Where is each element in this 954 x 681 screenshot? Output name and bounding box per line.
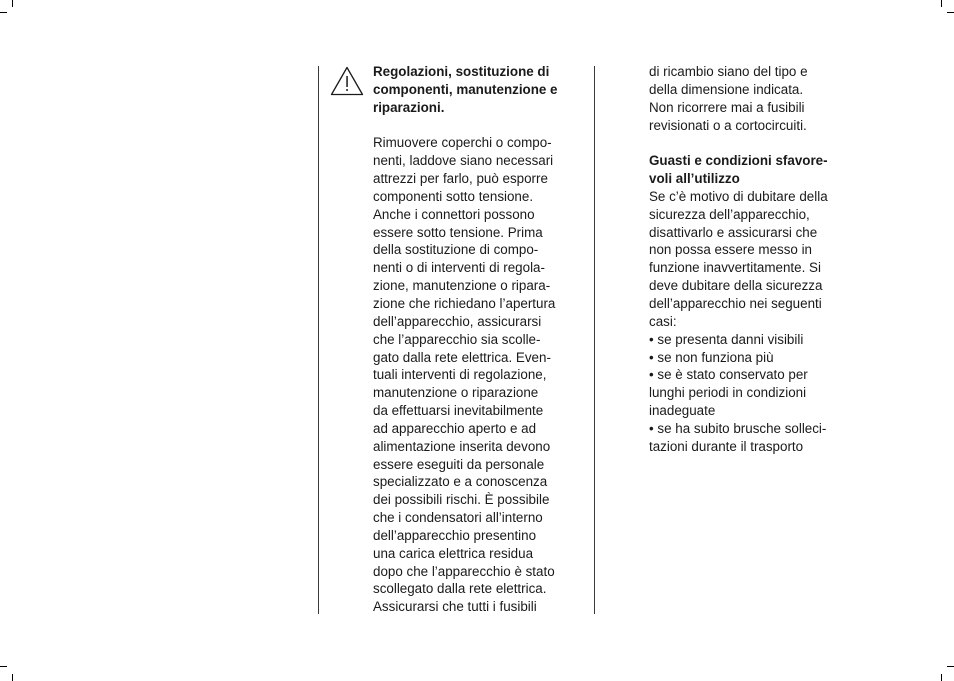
section-heading-adjustments <box>373 63 583 117</box>
body-line: da effettuarsi inevitabilmente <box>373 403 544 419</box>
bullet-item: • se è stato conservato per <box>649 367 808 383</box>
heading-line: Guasti e condizioni sfavore- <box>649 153 828 169</box>
body-line: della sostituzione di compo- <box>373 242 539 258</box>
crop-mark-bottom-left <box>12 674 13 681</box>
body-line: inadeguate <box>649 403 716 419</box>
body-line: dei possibili rischi. È possibile <box>373 492 550 508</box>
body-line: sicurezza dell’apparecchio, <box>649 206 810 222</box>
body-line: specializzato e a conoscenza <box>373 474 548 490</box>
body-line: Assicurarsi che tutti i fusibili <box>373 599 537 615</box>
crop-mark-top-right-h <box>947 12 954 13</box>
heading-line: riparazioni. <box>373 99 445 115</box>
body-line: nenti, laddove siano necessari <box>373 153 554 169</box>
body-line: dell’apparecchio presentino <box>373 527 537 543</box>
body-line: dell’apparecchio nei seguenti <box>649 295 822 311</box>
body-line: non possa essere messo in <box>649 242 813 258</box>
right-text-column <box>649 63 859 456</box>
body-line: deve dubitare della sicurezza <box>649 278 823 294</box>
warning-triangle-icon <box>330 66 364 96</box>
body-line: Rimuovere coperchi o compo- <box>373 135 552 151</box>
body-line: essere eseguiti da personale <box>373 456 545 472</box>
body-line: dopo che l’apparecchio è stato <box>373 563 555 579</box>
heading-line: Regolazioni, sostituzione di <box>373 64 550 79</box>
body-line: ad apparecchio aperto e ad <box>373 420 537 436</box>
body-line: scollegato dalla rete elettrica. <box>373 581 547 597</box>
section-heading-faults <box>649 152 859 188</box>
body-line: funzione inavvertitamente. Si <box>649 260 821 276</box>
heading-line: componenti, manutenzione e <box>373 81 558 97</box>
body-line: manutenzione o riparazione <box>373 385 539 401</box>
paragraph-gap <box>373 117 583 135</box>
crop-mark-bottom-right <box>941 674 942 681</box>
body-line: Non ricorrere mai a fusibili <box>649 99 805 115</box>
body-line: casi: <box>649 313 677 329</box>
body-line: zione che richiedano l’apertura <box>373 295 556 311</box>
section-body-faults <box>649 188 859 456</box>
bullet-item: • se non funziona più <box>649 349 774 365</box>
crop-mark-top-left <box>12 0 13 7</box>
body-line: revisionati o a cortocircuiti. <box>649 117 807 133</box>
crop-mark-bottom-left-h <box>0 666 7 667</box>
bullet-item: • se presenta danni visibili <box>649 331 804 347</box>
body-line: nenti o di interventi di regola- <box>373 260 545 276</box>
body-line: dell’apparecchio, assicurarsi <box>373 313 542 329</box>
continuation-paragraph <box>649 63 859 134</box>
body-line: di ricambio siano del tipo e <box>649 64 808 79</box>
body-line: essere sotto tensione. Prima <box>373 224 543 240</box>
body-line: una carica elettrica residua <box>373 545 534 561</box>
body-line: disattivarlo e assicurarsi che <box>649 224 818 240</box>
body-line: Se c’è motivo di dubitare della <box>649 188 828 204</box>
heading-line: voli all’utilizzo <box>649 171 740 187</box>
paragraph-gap <box>649 134 859 152</box>
section-body-adjustments <box>373 134 583 616</box>
crop-mark-bottom-right-h <box>947 666 954 667</box>
body-line: alimentazione inserita devono <box>373 438 551 454</box>
body-line: che l’apparecchio sia scolle- <box>373 331 541 347</box>
column-rule-left <box>318 66 319 614</box>
body-line: componenti sotto tensione. <box>373 188 534 204</box>
column-rule-middle <box>594 66 595 614</box>
body-line: che i condensatori all’interno <box>373 510 543 526</box>
bullet-item: • se ha subito brusche solleci- <box>649 420 827 436</box>
crop-mark-top-right <box>941 0 942 7</box>
body-line: tuali interventi di regolazione, <box>373 367 547 383</box>
body-line: della dimensione indicata. <box>649 81 804 97</box>
body-line: tazioni durante il trasporto <box>649 438 804 454</box>
left-text-column <box>373 63 583 616</box>
body-line: attrezzi per farlo, può esporre <box>373 171 548 187</box>
crop-mark-top-left-h <box>0 12 7 13</box>
body-line: lunghi periodi in condizioni <box>649 385 807 401</box>
body-line: gato dalla rete elettrica. Even- <box>373 349 551 365</box>
body-line: zione, manutenzione o ripara- <box>373 278 551 294</box>
body-line: Anche i connettori possono <box>373 206 535 222</box>
